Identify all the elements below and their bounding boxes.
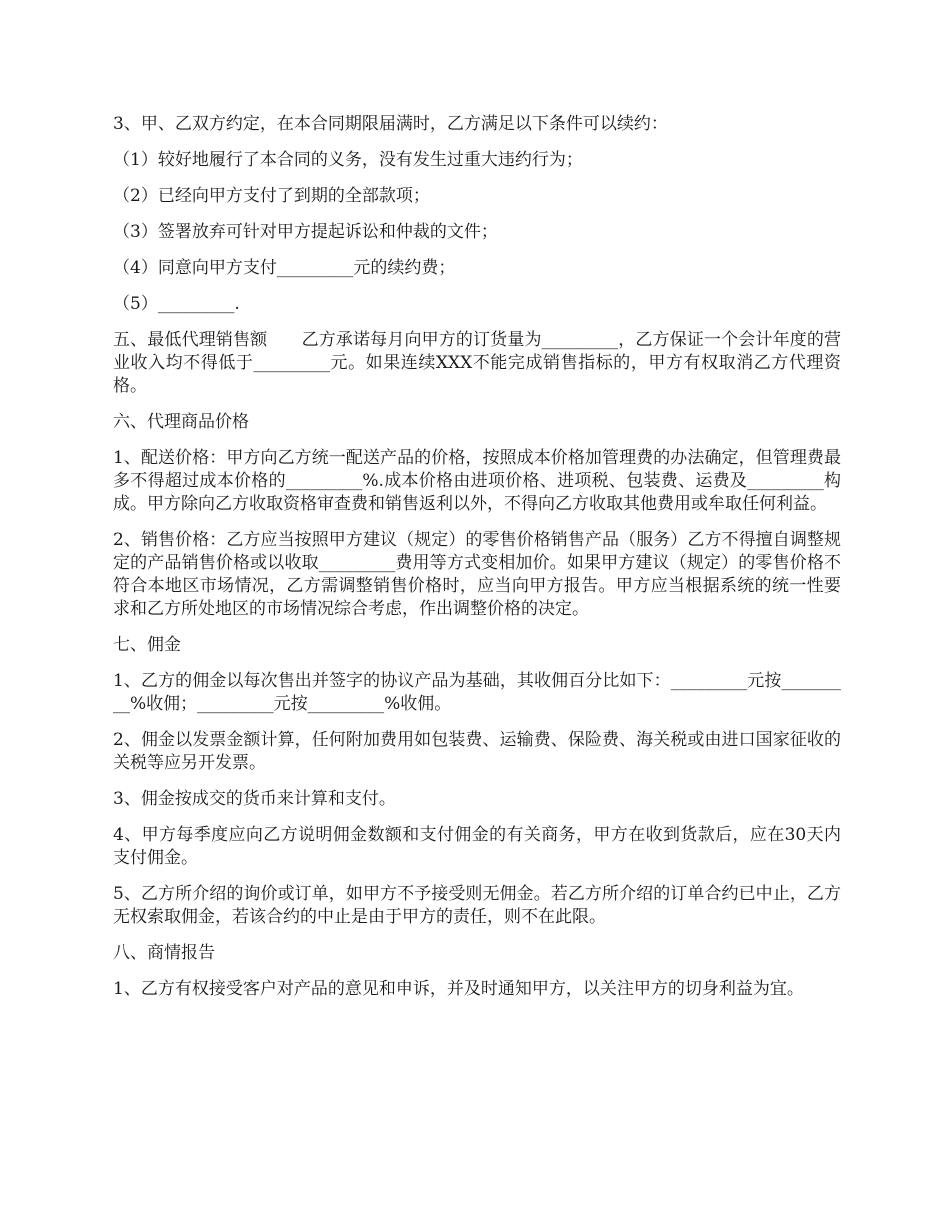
- renewal-condition-3: （3）签署放弃可针对甲方提起诉讼和仲裁的文件；: [113, 222, 498, 242]
- renewal-condition-4: （4）同意向甲方支付_________元的续约费；: [113, 258, 456, 278]
- renewal-condition-2: （2）已经向甲方支付了到期的全部款项；: [113, 186, 430, 206]
- section-7-clause-5: 5、乙方所介绍的询价或订单，如甲方不予接受则无佣金。若乙方所介绍的订单合约已中止，乙方无权索取佣金，若该合约的中止是由于甲方的责任，则不在此限。: [113, 884, 841, 927]
- section-5-minimum-sales: 五、最低代理销售额 乙方承诺每月向甲方的订货量为_________，乙方保证一个会计年度的营业收入均不得低于_________元。如果连续XXX不能完成销售指标的，甲方有权取消乙方代理资格。: [113, 330, 841, 396]
- renewal-conditions-intro: 3、甲、乙双方约定，在本合同期限届满时，乙方满足以下条件可以续约：: [113, 114, 668, 134]
- section-7-clause-2: 2、佣金以发票金额计算，任何附加费用如包装费、运输费、保险费、海关税或由进口国家征收的关税等应另开发票。: [113, 730, 841, 773]
- section-6-clause-2: 2、销售价格：乙方应当按照甲方建议（规定）的零售价格销售产品（服务）乙方不得擅自调整规定的产品销售价格或以收取_________费用等方式变相加价。如果甲方建议（规定）的零售价格不符合本地区市场情况，乙方需调整销售价格时，应当向甲方报告。甲方应当根据系统的统一性要求和乙方所处地区的市场情况综合考虑，作出调整价格的决定。: [113, 530, 841, 619]
- renewal-condition-5: （5）_________.: [113, 294, 240, 314]
- section-6-heading: 六、代理商品价格: [113, 412, 249, 432]
- section-7-clause-1: 1、乙方的佣金以每次售出并签字的协议产品为基础，其收佣百分比如下：_________元按_________%收佣；_________元按_________%收佣。: [113, 671, 841, 714]
- section-6-clause-1: 1、配送价格：甲方向乙方统一配送产品的价格，按照成本价格加管理费的办法确定，但管理费最多不得超过成本价格的_________%.成本价格由进项价格、进项税、包装费、运费及_________构成。甲方除向乙方收取资格审查费和销售返利以外，不得向乙方收取其他费用或牟取任何利益。: [113, 448, 841, 514]
- section-8-clause-1: 1、乙方有权接受客户对产品的意见和申诉，并及时通知甲方，以关注甲方的切身利益为宜。: [113, 979, 804, 999]
- document-page: [113, 113, 841, 1014]
- section-7-clause-3: 3、佣金按成交的货币来计算和支付。: [113, 789, 396, 809]
- renewal-condition-1: （1）较好地履行了本合同的义务，没有发生过重大违约行为；: [113, 150, 583, 170]
- section-7-heading: 七、佣金: [113, 635, 181, 655]
- section-7-clause-4: 4、甲方每季度应向乙方说明佣金数额和支付佣金的有关商务，甲方在收到货款后，应在30天内支付佣金。: [113, 825, 841, 868]
- section-8-heading: 八、商情报告: [113, 943, 215, 963]
